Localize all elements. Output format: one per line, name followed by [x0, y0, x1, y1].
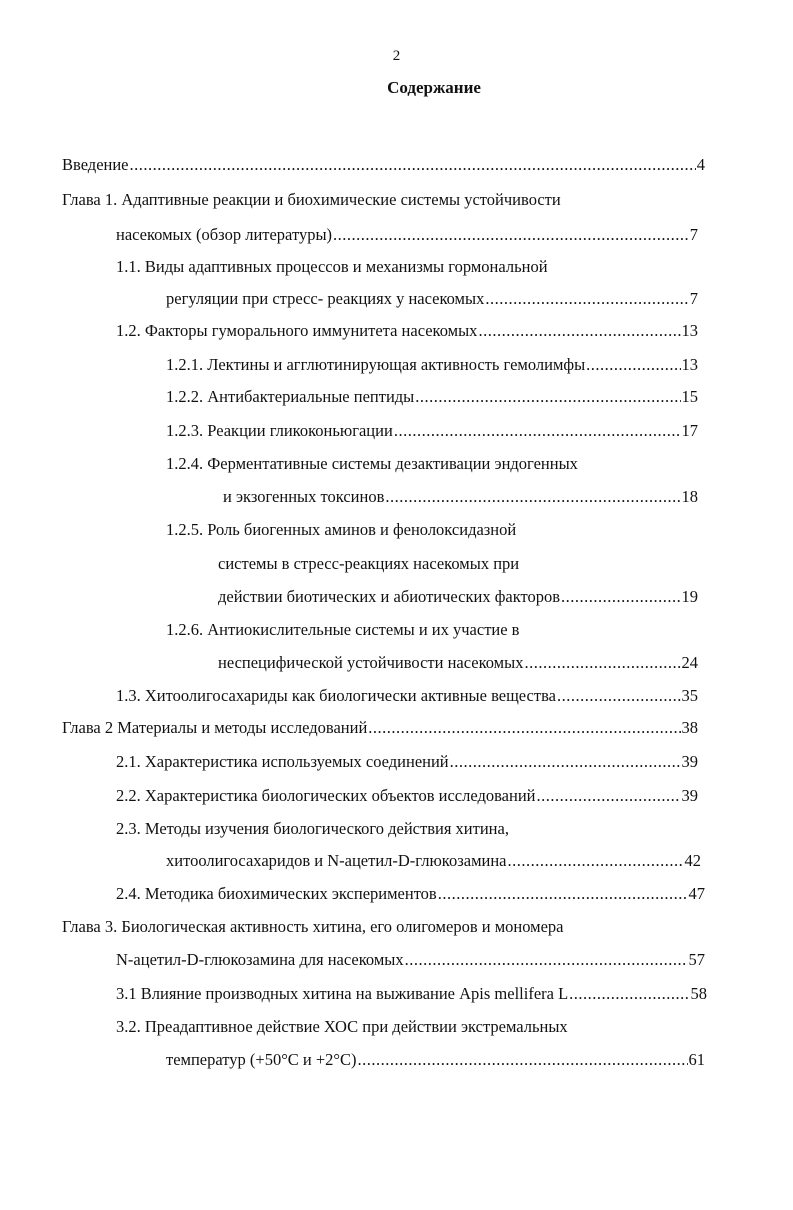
- toc-entry-1-2-1[interactable]: [166, 354, 698, 376]
- toc-page-number: 17: [681, 421, 698, 440]
- leader-dots: [405, 949, 688, 971]
- leader-dots: [333, 224, 689, 246]
- toc-entry-ch2[interactable]: [62, 717, 698, 739]
- toc-entry-ch3[interactable]: [116, 949, 705, 971]
- toc-entry-text: Введение: [62, 155, 129, 174]
- leader-dots: [438, 883, 688, 905]
- toc-entry-text: 1.3. Хитоолигосахариды как биологически активные вещества: [116, 686, 556, 705]
- toc-entry-1-2[interactable]: [116, 320, 698, 342]
- toc-entry-ch1[interactable]: [116, 224, 698, 246]
- toc-entry-text: 2.1. Характеристика используемых соединений: [116, 752, 449, 771]
- leader-dots: [478, 320, 680, 342]
- toc-page-number: 58: [690, 984, 707, 1003]
- toc-entry-text: регуляции при стресс- реакциях у насекомых: [166, 289, 485, 308]
- toc-entry-1-2-3[interactable]: [166, 420, 698, 442]
- toc-entry-text: 2.4. Методика биохимических экспериментов: [116, 884, 437, 903]
- toc-entry-ch1-line1[interactable]: Глава 1. Адаптивные реакции и биохимические системы устойчивости: [62, 190, 561, 209]
- leader-dots: [586, 354, 680, 376]
- toc-entry-1-2-6[interactable]: [218, 652, 698, 674]
- toc-entry-1-2-5-line1[interactable]: 1.2.5. Роль биогенных аминов и фенолоксидазной: [166, 520, 517, 539]
- toc-page-number: 24: [681, 653, 698, 672]
- leader-dots: [557, 685, 681, 707]
- toc-entry-3-2[interactable]: [166, 1049, 705, 1071]
- toc-page-number: 13: [681, 355, 698, 374]
- leader-dots: [569, 983, 689, 1005]
- toc-page-number: 7: [689, 225, 698, 244]
- toc-page-number: 18: [681, 487, 698, 506]
- leader-dots: [385, 486, 680, 508]
- toc-entry-1-2-5-line2[interactable]: системы в стресс-реакциях насекомых при: [218, 554, 520, 573]
- toc-entry-intro[interactable]: [62, 154, 705, 176]
- toc-entry-text: 1.2.3. Реакции гликоконьюгации: [166, 421, 393, 440]
- page-title: Содержание: [387, 78, 481, 97]
- leader-dots: [394, 420, 681, 442]
- toc-entry-text: 2.2. Характеристика биологических объектов исследований: [116, 786, 536, 805]
- leader-dots: [485, 288, 688, 310]
- toc-entry-text: неспецифической устойчивости насекомых: [218, 653, 524, 672]
- toc-entry-1-2-5[interactable]: [218, 586, 698, 608]
- toc-entry-text: и экзогенных токсинов: [223, 487, 385, 506]
- toc-page-number: 7: [689, 289, 698, 308]
- toc-entry-1-2-4[interactable]: [223, 486, 698, 508]
- toc-entry-1-3[interactable]: [116, 685, 698, 707]
- toc-entry-text: 1.2.2. Антибактериальные пептиды: [166, 387, 415, 406]
- toc-entry-text: действии биотических и абиотических факторов: [218, 587, 561, 606]
- toc-entry-2-4[interactable]: [116, 883, 705, 905]
- toc-entry-1-2-6-line1[interactable]: 1.2.6. Антиокислительные системы и их участие в: [166, 620, 520, 639]
- toc-entry-2-1[interactable]: [116, 751, 698, 773]
- leader-dots: [358, 1049, 688, 1071]
- leader-dots: [561, 586, 680, 608]
- toc-page-number: 39: [681, 786, 698, 805]
- leader-dots: [537, 785, 681, 807]
- leader-dots: [368, 717, 680, 739]
- toc-entry-text: хитоолигосахаридов и N-ацетил-D-глюкозамина: [166, 851, 507, 870]
- leader-dots: [415, 386, 680, 408]
- toc-entry-text: температур (+50°С и +2°С): [166, 1050, 357, 1069]
- toc-page-number: 39: [681, 752, 698, 771]
- toc-entry-3-2-line1[interactable]: 3.2. Преадаптивное действие ХОС при действии экстремальных: [116, 1017, 568, 1036]
- toc-entry-2-2[interactable]: [116, 785, 698, 807]
- toc-entry-1-2-4-line1[interactable]: 1.2.4. Ферментативные системы дезактивации эндогенных: [166, 454, 578, 473]
- toc-entry-text: 1.2. Факторы гуморального иммунитета насекомых: [116, 321, 478, 340]
- toc-entry-text: N-ацетил-D-глюкозамина для насекомых: [116, 950, 404, 969]
- toc-entry-ch3-line1[interactable]: Глава 3. Биологическая активность хитина, его олигомеров и мономера: [62, 917, 564, 936]
- toc-page-number: 15: [681, 387, 698, 406]
- toc-entry-text: 1.2.1. Лектины и агглютинирующая активность гемолимфы: [166, 355, 586, 374]
- toc-entry-text: насекомых (обзор литературы): [116, 225, 333, 244]
- toc-page-number: 19: [681, 587, 698, 606]
- leader-dots: [524, 652, 680, 674]
- toc-entry-2-3[interactable]: [166, 850, 701, 872]
- leader-dots: [508, 850, 684, 872]
- toc-page-number: 35: [681, 686, 698, 705]
- toc-page-number: 42: [684, 851, 701, 870]
- toc-entry-1-1-line1[interactable]: 1.1. Виды адаптивных процессов и механизмы гормональной: [116, 257, 548, 276]
- leader-dots: [450, 751, 681, 773]
- toc-entry-text: Глава 2 Материалы и методы исследований: [62, 718, 368, 737]
- toc-entry-1-1[interactable]: [166, 288, 698, 310]
- toc-page-number: 4: [696, 155, 705, 174]
- toc-entry-3-1[interactable]: [116, 983, 707, 1005]
- page-number: 2: [392, 48, 401, 64]
- toc-entry-2-3-line1[interactable]: 2.3. Методы изучения биологического действия хитина,: [116, 819, 509, 838]
- toc-page-number: 47: [688, 884, 705, 903]
- toc-page-number: 13: [681, 321, 698, 340]
- toc-page-number: 57: [688, 950, 705, 969]
- leader-dots: [130, 154, 696, 176]
- toc-entry-text: 3.1 Влияние производных хитина на выживание Apis mellifera L: [116, 984, 569, 1003]
- toc-page-number: 38: [681, 718, 698, 737]
- toc-page-number: 61: [688, 1050, 705, 1069]
- toc-entry-1-2-2[interactable]: [166, 386, 698, 408]
